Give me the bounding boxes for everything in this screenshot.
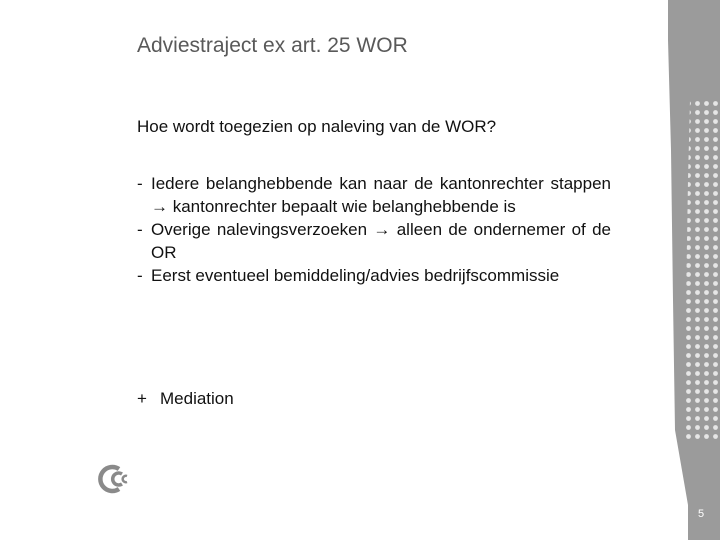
plus-item-text: Mediation — [160, 389, 234, 408]
list-item — [137, 264, 611, 287]
list-item-text: Overige nalevingsverzoeken → alleen de ondernemer of de OR — [151, 220, 611, 262]
list-item — [137, 172, 611, 218]
bullet-marker: - — [137, 266, 143, 285]
slide-title: Adviestraject ex art. 25 WOR — [137, 34, 408, 57]
plus-marker: + — [137, 389, 147, 408]
list-item — [137, 218, 611, 264]
bullet-list — [137, 172, 611, 287]
bullet-marker: - — [137, 174, 143, 193]
list-item-text: Eerst eventueel bemiddeling/advies bedrijfscommissie — [151, 266, 560, 285]
slide-question: Hoe wordt toegezien op naleving van de WOR? — [137, 117, 497, 136]
page-number: 5 — [698, 508, 705, 520]
plus-list-item — [137, 389, 234, 409]
concentric-c-logo-icon — [97, 463, 129, 495]
list-item-text: Iedere belanghebbende kan naar de kantonrechter stappen → kantonrechter bepaalt wie belanghebbende is — [151, 174, 611, 216]
bullet-marker: - — [137, 220, 143, 239]
